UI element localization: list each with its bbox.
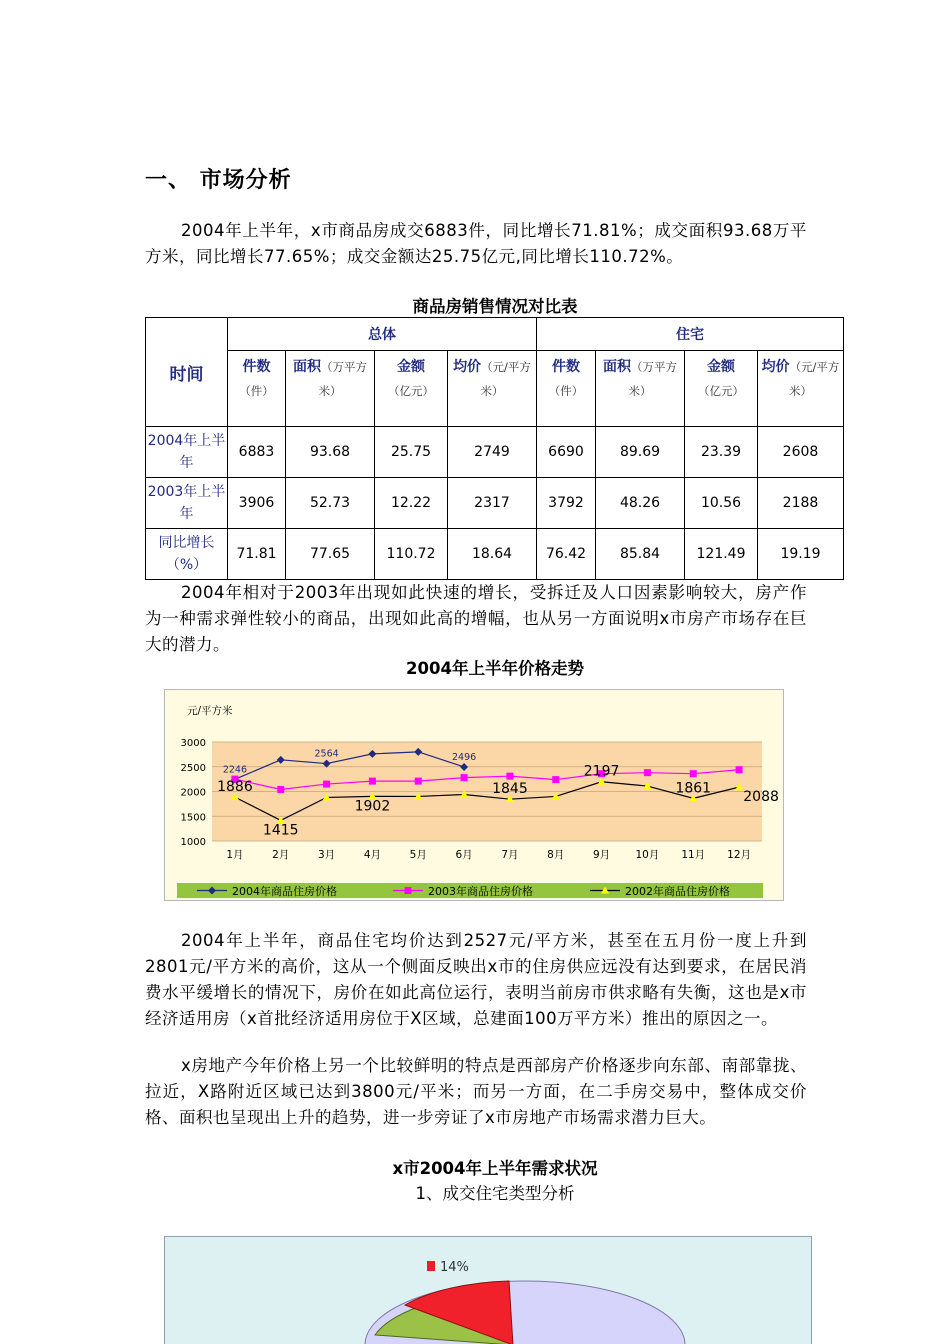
x-tick-label: 9月 [592, 849, 611, 861]
x-tick-label: 4月 [363, 849, 382, 861]
table-cell: 23.39 [685, 427, 758, 478]
column-header [375, 351, 448, 427]
price-paragraph: 2004年上半年，商品住宅均价达到2527元/平方米，甚至在五月份一度上升到2801元/平方米的高价，这从一个侧面反映出x市的住房供应远没有达到要求，在居民消费水平缓增长的情况下，房价在如此高位运行，表明当前房市供求略有失衡，这也是x市经济适用房（x首批经济适用房位于X区域，总建面100万平方米）推出的原因之一。 [145, 931, 807, 1028]
price-trend-svg [165, 690, 785, 902]
group-residential-header: 住宅 [537, 318, 844, 351]
column-header-unit: （亿元） [698, 384, 744, 398]
data-label: 2197 [583, 763, 620, 780]
data-label: 1886 [217, 779, 253, 796]
table-cell: 89.69 [596, 427, 685, 478]
column-header-name: 面积 [603, 359, 631, 375]
column-header-unit: （件） [239, 384, 274, 398]
table-cell: 2608 [758, 427, 844, 478]
table-cell: 2317 [448, 478, 537, 529]
column-header-unit: （亿元） [388, 384, 434, 398]
data-label: 1415 [262, 822, 299, 839]
column-header-name: 均价 [453, 359, 482, 375]
x-tick-label: 2月 [272, 849, 290, 861]
table-row [146, 427, 844, 478]
column-header-name: 金额 [397, 359, 425, 375]
x-tick-label: 10月 [635, 849, 660, 861]
table-cell: 12.22 [375, 478, 448, 529]
column-header-name: 金额 [707, 359, 735, 375]
x-tick-label: 7月 [501, 849, 519, 861]
row-label: 同比增长（%） [146, 529, 228, 580]
y-axis-label: 元/平方米 [187, 705, 233, 717]
data-point [644, 769, 651, 776]
data-label: 1902 [354, 798, 391, 815]
data-point [736, 766, 743, 773]
table-cell: 52.73 [286, 478, 375, 529]
growth-paragraph: 2004年相对于2003年出现如此快速的增长，受拆迁及人口因素影响较大，房产作为一种需求弹性较小的商品，出现如此高的增幅，也从另一方面说明x市房产市场存在巨大的潜力。 [145, 583, 807, 654]
column-header-unit: （件） [548, 384, 584, 398]
table-cell: 2749 [448, 427, 537, 478]
table-cell: 3792 [537, 478, 596, 529]
data-point [323, 781, 330, 788]
column-header-name: 件数 [552, 359, 580, 375]
data-label: 1845 [492, 781, 528, 798]
column-header [448, 351, 537, 427]
column-header-unit: （万平方米） [318, 360, 367, 398]
pie-svg [165, 1237, 812, 1344]
column-header-name: 面积 [293, 359, 321, 375]
sales-comparison-table [145, 317, 844, 580]
data-label: 2088 [743, 789, 779, 806]
column-header-unit: （元/平方米） [789, 360, 840, 398]
table-cell: 76.42 [537, 529, 596, 580]
intro-paragraph: 2004年上半年，x市商品房成交6883件，同比增长71.81%；成交面积93.68万平方米，同比增长77.65%；成交金额达25.75亿元,同比增长110.72%。 [145, 221, 807, 266]
y-tick-label: 2500 [180, 762, 206, 774]
chart-title: 2004年上半年价格走势 [406, 659, 584, 678]
table-row [146, 529, 844, 580]
section-heading: 一、 市场分析 [145, 168, 292, 193]
table-cell: 71.81 [228, 529, 286, 580]
legend-label: 2004年商品住房价格 [232, 885, 337, 898]
data-point [405, 887, 412, 894]
data-label: 2496 [451, 751, 477, 763]
table-cell: 110.72 [375, 529, 448, 580]
x-tick-label: 1月 [226, 849, 244, 861]
column-header [685, 351, 758, 427]
y-tick-label: 1000 [180, 837, 206, 848]
y-tick-label: 1500 [180, 812, 206, 824]
table-cell: 6690 [537, 427, 596, 478]
table-cell: 2188 [758, 478, 844, 529]
table-cell: 6883 [228, 427, 286, 478]
y-tick-label: 3000 [180, 738, 206, 749]
table-row [146, 478, 844, 529]
housing-type-pie-chart [164, 1236, 812, 1344]
data-label: 2246 [222, 764, 248, 776]
regional-paragraph: x房地产今年价格上另一个比较鲜明的特点是西部房产价格逐步向东部、南部靠拢、拉近，X路附近区域已达到3800元/平米；而另一方面，在二手房交易中，整体成交价格、面积也呈现出上升的趋势，进一步旁证了x市房地产市场需求潜力巨大。 [145, 1056, 807, 1127]
table-cell: 10.56 [685, 478, 758, 529]
x-tick-label: 6月 [455, 849, 473, 861]
demand-section-title: x市2004年上半年需求状况 [392, 1159, 598, 1178]
table-cell: 25.75 [375, 427, 448, 478]
table-cell: 18.64 [448, 529, 537, 580]
table-cell: 19.19 [758, 529, 844, 580]
x-tick-label: 3月 [317, 849, 336, 861]
column-header [758, 351, 844, 427]
column-header-unit: （万平方米） [628, 360, 677, 398]
column-header [537, 351, 596, 427]
group-total-header: 总体 [228, 318, 537, 351]
data-label: 2564 [314, 748, 339, 760]
data-point [277, 786, 284, 793]
y-tick-label: 2000 [180, 787, 206, 799]
data-label: 1861 [675, 780, 712, 797]
table-cell: 3906 [228, 478, 286, 529]
column-header [596, 351, 685, 427]
table-cell: 121.49 [685, 529, 758, 580]
column-header-name: 均价 [761, 359, 790, 375]
column-header-unit: （元/平方米） [480, 360, 531, 398]
table-title: 商品房销售情况对比表 [412, 297, 578, 316]
column-header [286, 351, 375, 427]
table-cell: 93.68 [286, 427, 375, 478]
table-cell: 77.65 [286, 529, 375, 580]
price-trend-chart [164, 689, 784, 901]
time-header: 时间 [146, 318, 228, 427]
data-point [690, 770, 697, 777]
data-point [506, 773, 513, 780]
housing-type-subtitle: 1、成交住宅类型分析 [415, 1184, 575, 1203]
row-label: 2004年上半年 [146, 427, 228, 478]
pie-legend-swatch [427, 1261, 435, 1271]
x-tick-label: 8月 [547, 849, 565, 861]
row-label: 2003年上半年 [146, 478, 228, 529]
legend-label: 2003年商品住房价格 [428, 885, 533, 898]
data-point [552, 776, 559, 783]
x-tick-label: 12月 [727, 849, 752, 861]
x-tick-label: 11月 [681, 849, 706, 861]
legend-label: 2002年商品住房价格 [625, 885, 730, 898]
x-tick-label: 5月 [409, 849, 427, 861]
table-cell: 48.26 [596, 478, 685, 529]
table-cell: 85.84 [596, 529, 685, 580]
data-point [461, 774, 468, 781]
column-header [228, 351, 286, 427]
pie-legend-label: 14% [440, 1260, 469, 1275]
data-point [415, 778, 422, 785]
data-point [369, 778, 376, 785]
column-header-name: 件数 [242, 359, 271, 375]
